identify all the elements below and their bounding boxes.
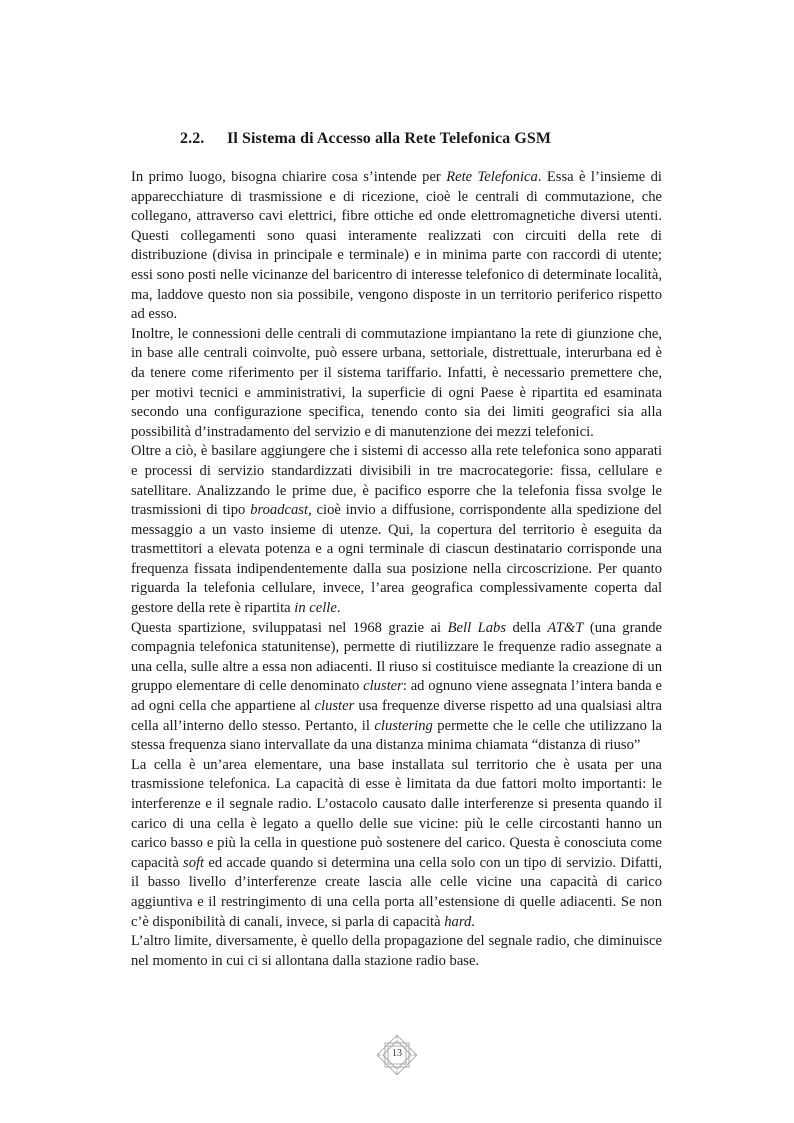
page-number: 13 bbox=[392, 1048, 402, 1059]
italic-text: AT&T bbox=[547, 619, 584, 636]
text-run: Questa spartizione, sviluppatasi nel 1968 grazie ai bbox=[131, 619, 448, 636]
section-title: Il Sistema di Accesso alla Rete Telefonica GSM bbox=[227, 130, 552, 147]
text-run: Oltre a ciò, è basilare aggiungere che i sistemi di accesso alla rete telefonica sono apparati e processi di servizio standardizzati divisibili in tre macrocategorie: fissa, cellulare e satellitare. Analizzando le prime due, è pacifico esporre che la telefonia fissa svolge le trasmissioni di tipo bbox=[131, 443, 662, 519]
text-run: (una grande compagnia telefonica statunitense), permette di riutilizzare le frequenze radio assegnate a una cella, sulle altre a essa non adiacenti. Il riuso si costituisce mediante la creazione di un gruppo elementare di celle denominato bbox=[131, 619, 662, 695]
text-run: : ad ognuno viene assegnata l’intera banda e ad ogni cella che appartiene al bbox=[131, 678, 662, 715]
italic-text: in celle bbox=[294, 600, 337, 617]
body-text bbox=[131, 168, 662, 971]
text-run: Inoltre, le connessioni delle centrali di commutazione impiantano la rete di giunzione che, in base alle centrali coinvolte, può essere urbana, settoriale, distrettuale, interurbana ed è da tenere come riferimento per il sistema tariffario. Infatti, è necessario premettere che, per motivi tecnici e amministrativi, la superficie di ogni Paese è ripartita ed esaminata secondo una configurazione specifica, tenendo conto sia dei limiti geografici sia alla possibilità d’instradamento del servizio e di manutenzione dei mezzi telefonici. bbox=[131, 325, 662, 440]
text-run: . bbox=[471, 913, 475, 930]
text-run: della bbox=[506, 619, 548, 636]
section-number: 2.2. bbox=[180, 130, 205, 147]
page-footer bbox=[377, 1035, 417, 1075]
text-run: La cella è un’area elementare, una base installata sul territorio che è usata per una trasmissione telefonica. La capacità di esse è limitata da due fattori molto importanti: le interferenze e il segnale radio. L’ostacolo causato dalle interferenze si presenta quando il carico di una cella è legato a quello delle sue vicine: più le celle circostanti hanno un carico basso e più la cella in questione può sostenere del carico. Questa è conosciuta come capacità bbox=[131, 756, 662, 871]
italic-text: broadcast, bbox=[250, 502, 312, 519]
italic-text: Rete Telefonica bbox=[446, 169, 538, 185]
paragraph bbox=[131, 932, 662, 971]
italic-text: cluster bbox=[314, 698, 355, 715]
text-run: In primo luogo, bisogna chiarire cosa s’intende per bbox=[131, 169, 447, 185]
text-run: ed accade quando si determina una cella solo con un tipo di servizio. Difatti, il basso livello d’interferenze create lascia alle celle vicine una capacità di carico aggiuntiva e il restringimento di una cella porta all’estensione di quelle adiacenti. Se non c’è disponibilità di canali, invece, si parla di capacità bbox=[131, 854, 663, 930]
section-heading bbox=[180, 130, 551, 148]
italic-text: clustering bbox=[374, 717, 433, 734]
paragraph bbox=[131, 756, 662, 932]
italic-text: hard bbox=[444, 913, 472, 930]
text-run: . Essa è l’insieme di apparecchiature di trasmissione e di ricezione, cioè le centrali di commutazione, che collegano, attraverso cavi elettrici, fibre ottiche ed onde elettromagnetiche diversi utenti. Questi collegamenti sono quasi interamente realizzati con circuiti della rete di distribuzione (divisa in principale e terminale) e in minima parte con raccordi di utente; essi sono posti nelle vicinanze del baricentro di interesse telefonico di determinate località, ma, laddove questo non sia possibile, vengono disposte in un territorio periferico rispetto ad esso. bbox=[131, 169, 662, 323]
italic-text: soft bbox=[183, 854, 205, 871]
italic-text: Bell Labs bbox=[447, 619, 507, 636]
paragraph bbox=[131, 168, 662, 325]
text-run: . bbox=[336, 600, 341, 617]
paragraph bbox=[131, 325, 662, 443]
text-run: permette che le celle che utilizzano la stessa frequenza siano intervallate da una distanza minima chiamata “distanza di riuso” bbox=[131, 717, 662, 754]
text-run: cioè invio a diffusione, corrispondente alla spedizione del messaggio a un vasto insieme di utenze. Qui, la copertura del territorio è eseguita da trasmettitori a elevata potenza e a ogni terminale di ciascun destinatario corrisponde una frequenza fissata indipendentemente dalla sua posizione nella circoscrizione. Per quanto riguarda la telefonia cellulare, invece, l’area geografica complessivamente coperta dal gestore della rete è ripartita bbox=[131, 502, 662, 617]
italic-text: cluster bbox=[363, 678, 403, 695]
paragraph bbox=[131, 619, 662, 756]
text-run: usa frequenze diverse rispetto ad una qualsiasi altra cella all’interno dello stesso. Pertanto, il bbox=[131, 698, 662, 734]
paragraph bbox=[131, 442, 662, 618]
text-run: L’altro limite, diversamente, è quello della propagazione del segnale radio, che diminuisce nel momento in cui ci si allontana dalla stazione radio base. bbox=[131, 933, 662, 969]
